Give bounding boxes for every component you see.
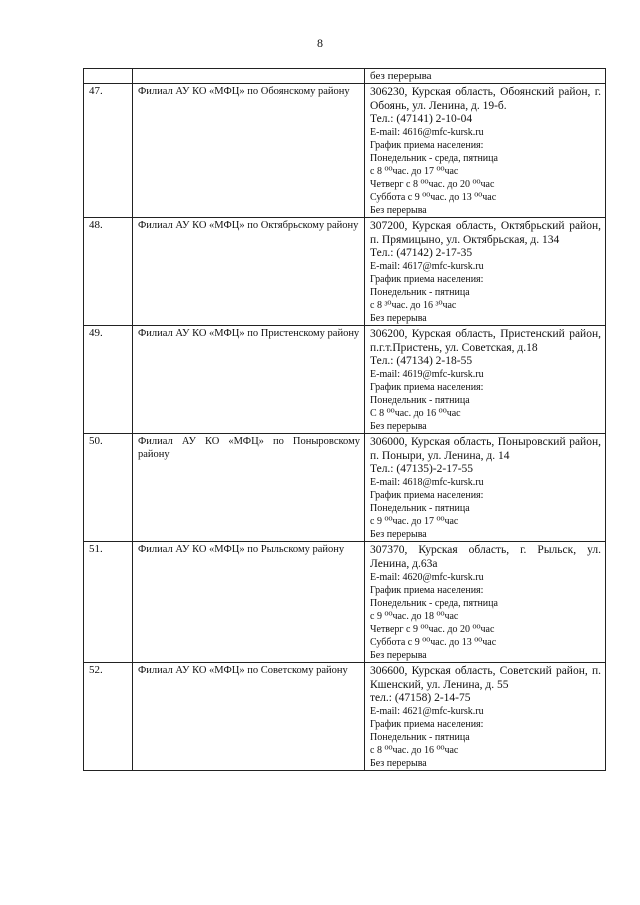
email-text: E-mail: 4621@mfc-kursk.ru [370, 706, 484, 717]
schedule-title: График приема населения: [370, 719, 484, 730]
branch-info-cell [365, 218, 606, 326]
schedule-line: Без перерыва [370, 758, 427, 769]
row-number-cell: 47. [84, 84, 133, 218]
table-row-continuation [84, 69, 606, 84]
schedule-line: без перерыва [370, 70, 432, 82]
row-number-cell: 50. [84, 434, 133, 542]
phone-text: Тел.: (47141) 2-10-04 [370, 113, 473, 125]
address-text: 306000, Курская область, Поныровский район, п. Поныри, ул. Ленина, д. 14 [370, 436, 601, 462]
schedule-line: Без перерыва [370, 313, 427, 324]
schedule-line: Четверг с 9 ⁰⁰час. до 20 ⁰⁰час [370, 624, 495, 635]
branches-table [83, 68, 606, 771]
schedule-title: График приема населения: [370, 585, 484, 596]
schedule-line: с 9 ⁰⁰час. до 17 ⁰⁰час [370, 516, 459, 527]
schedule-line: Четверг с 8 ⁰⁰час. до 20 ⁰⁰час [370, 179, 495, 190]
row-number-cell: 49. [84, 326, 133, 434]
row-number-cell: 48. [84, 218, 133, 326]
schedule-line: с 8 ³⁰час. до 16 ³⁰час [370, 300, 457, 311]
address-text: 306200, Курская область, Пристенский район, п.г.т.Пристень, ул. Советская, д.18 [370, 328, 601, 354]
address-text: 307200, Курская область, Октябрьский район, п. Прямицыно, ул. Октябрьская, д. 134 [370, 220, 601, 246]
email-text: E-mail: 4618@mfc-kursk.ru [370, 477, 484, 488]
table-row [84, 84, 606, 218]
branch-info-cell [365, 69, 606, 84]
branch-name-cell: Филиал АУ КО «МФЦ» по Советскому району [133, 663, 365, 771]
schedule-line: Понедельник - пятница [370, 395, 470, 406]
schedule-line: с 8 ⁰⁰час. до 16 ⁰⁰час [370, 745, 459, 756]
schedule-line: Понедельник - пятница [370, 732, 470, 743]
schedule-line: Понедельник - пятница [370, 503, 470, 514]
table-row [84, 663, 606, 771]
row-number-cell [84, 69, 133, 84]
table-row [84, 218, 606, 326]
branch-name-cell: Филиал АУ КО «МФЦ» по Поныровскому району [133, 434, 365, 542]
branch-name-cell: Филиал АУ КО «МФЦ» по Обоянскому району [133, 84, 365, 218]
schedule-line: Без перерыва [370, 421, 427, 432]
table-row [84, 542, 606, 663]
phone-text: тел.: (47158) 2-14-75 [370, 692, 471, 704]
schedule-line: Суббота с 9 ⁰⁰час. до 13 ⁰⁰час [370, 637, 497, 648]
row-number-cell: 52. [84, 663, 133, 771]
address-text: 307370, Курская область, г. Рыльск, ул. Ленина, д.63а [370, 544, 601, 570]
schedule-line: Понедельник - пятница [370, 287, 470, 298]
address-text: 306230, Курская область, Обоянский район, г. Обоянь, ул. Ленина, д. 19-б. [370, 86, 601, 112]
email-text: E-mail: 4619@mfc-kursk.ru [370, 369, 484, 380]
phone-text: Тел.: (47134) 2-18-55 [370, 355, 473, 367]
email-text: E-mail: 4617@mfc-kursk.ru [370, 261, 484, 272]
branch-name-cell: Филиал АУ КО «МФЦ» по Пристенскому району [133, 326, 365, 434]
branch-info-cell [365, 434, 606, 542]
schedule-line: Без перерыва [370, 205, 427, 216]
branch-info-cell [365, 542, 606, 663]
phone-text: Тел.: (47135)-2-17-55 [370, 463, 474, 475]
address-text: 306600, Курская область, Советский район, п. Кшенский, ул. Ленина, д. 55 [370, 665, 601, 691]
email-text: E-mail: 4620@mfc-kursk.ru [370, 572, 484, 583]
table-row [84, 326, 606, 434]
schedule-title: График приема населения: [370, 140, 484, 151]
schedule-title: График приема населения: [370, 274, 484, 285]
schedule-line: с 8 ⁰⁰час. до 17 ⁰⁰час [370, 166, 459, 177]
page-number: 8 [317, 36, 323, 50]
phone-text: Тел.: (47142) 2-17-35 [370, 247, 473, 259]
branch-info-cell [365, 663, 606, 771]
row-number-cell: 51. [84, 542, 133, 663]
schedule-line: Без перерыва [370, 529, 427, 540]
table-row [84, 434, 606, 542]
schedule-line: Понедельник - среда, пятница [370, 153, 498, 164]
schedule-title: График приема населения: [370, 382, 484, 393]
email-text: E-mail: 4616@mfc-kursk.ru [370, 127, 484, 138]
schedule-line: Суббота с 9 ⁰⁰час. до 13 ⁰⁰час [370, 192, 497, 203]
branch-name-cell [133, 69, 365, 84]
schedule-line: Понедельник - среда, пятница [370, 598, 498, 609]
branch-name-cell: Филиал АУ КО «МФЦ» по Рыльскому району [133, 542, 365, 663]
branch-name-cell: Филиал АУ КО «МФЦ» по Октябрьскому району [133, 218, 365, 326]
branch-info-cell [365, 326, 606, 434]
schedule-line: Без перерыва [370, 650, 427, 661]
schedule-title: График приема населения: [370, 490, 484, 501]
branch-info-cell [365, 84, 606, 218]
schedule-line: с 9 ⁰⁰час. до 18 ⁰⁰час [370, 611, 459, 622]
schedule-line: С 8 ⁰⁰час. до 16 ⁰⁰час [370, 408, 461, 419]
